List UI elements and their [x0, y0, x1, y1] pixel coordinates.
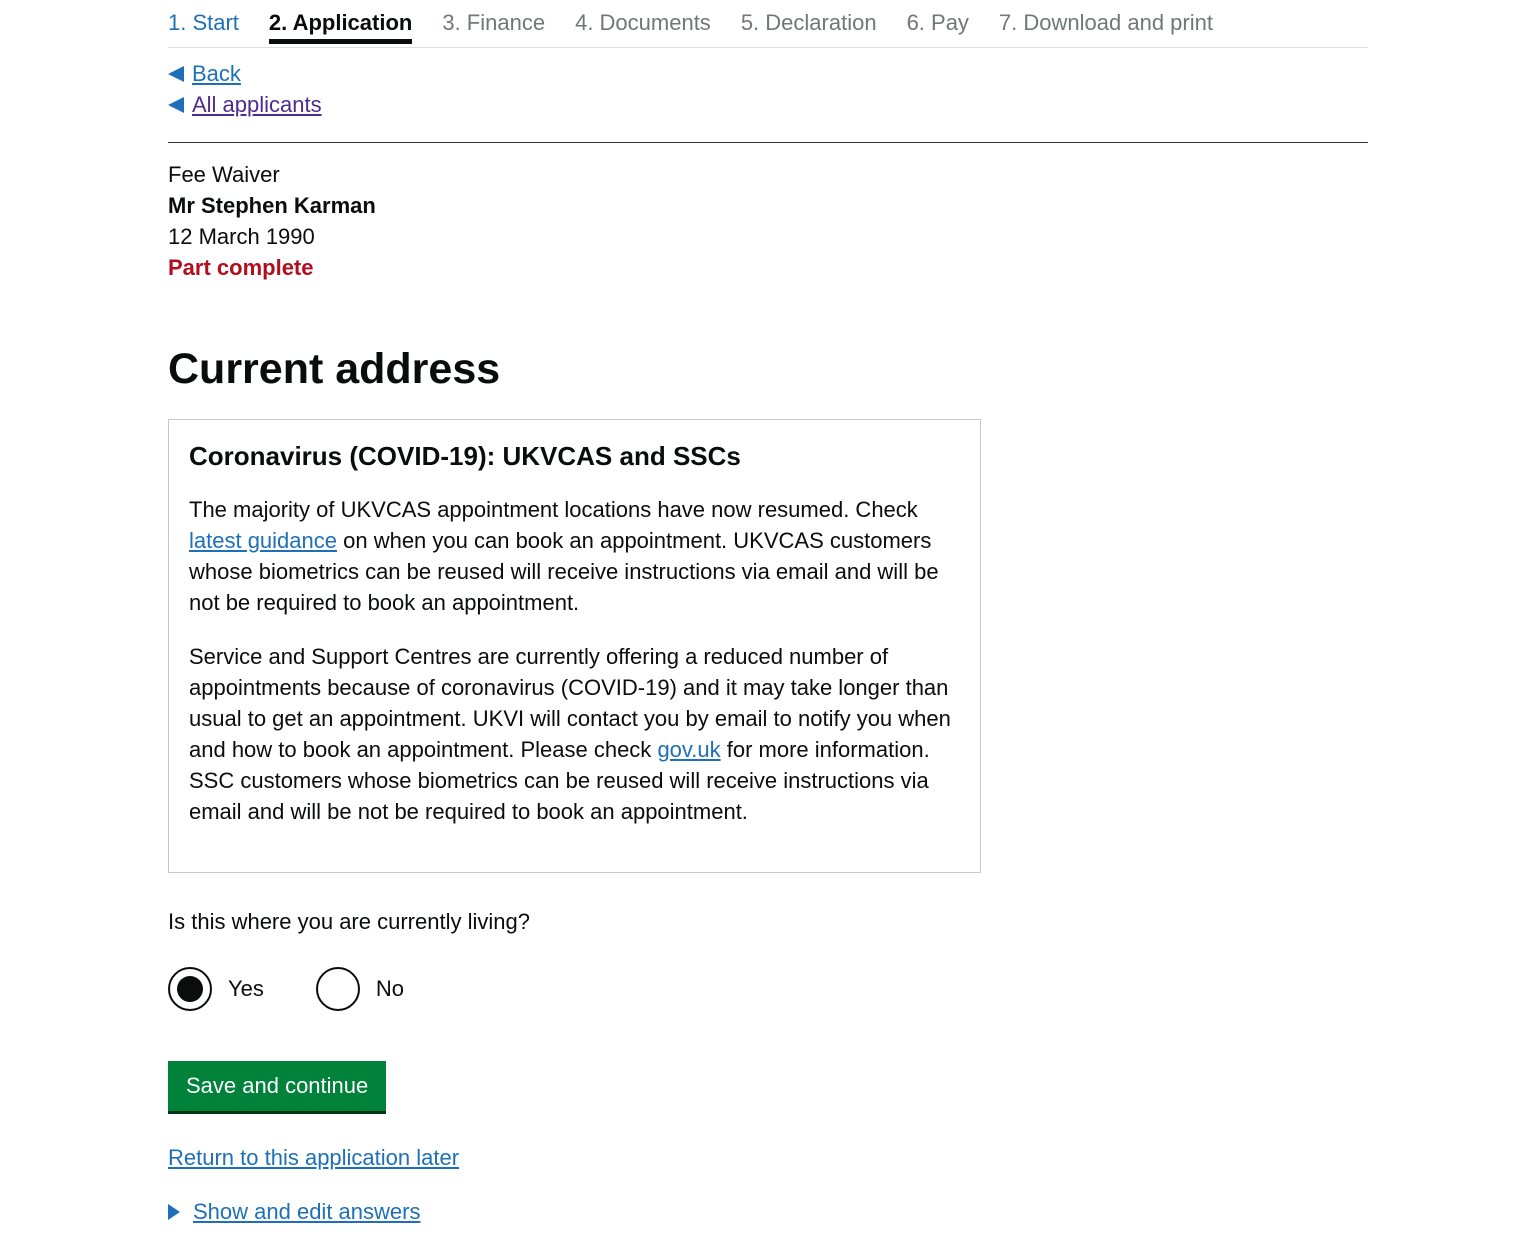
- notice-p1-text-after: on when you can book an appointment. UKVCAS customers whose biometrics can be reused will receive instructions via email and will be not be required to book an appointment.: [189, 528, 939, 615]
- step-documents: 4. Documents: [575, 10, 711, 35]
- step-download-print: 7. Download and print: [998, 10, 1213, 35]
- section-divider: [168, 142, 1368, 143]
- notice-p2-text-before: Service and Support Centres are currently offering a reduced number of appointments because of coronavirus (COVID-19) and it may take longer than usual to get an appointment. UKVI will contact you by email to notify you when and how to book an appointment. Please check: [189, 644, 951, 762]
- page-container: [168, 0, 1368, 1225]
- radio-no-circle[interactable]: [316, 967, 360, 1011]
- latest-guidance-link[interactable]: latest guidance: [189, 528, 337, 553]
- back-link[interactable]: Back: [192, 60, 241, 86]
- show-edit-answers-toggle[interactable]: [168, 1199, 1368, 1225]
- radio-no-label[interactable]: No: [375, 976, 405, 1001]
- page-title: Current address: [168, 345, 501, 393]
- govuk-link[interactable]: gov.uk: [657, 737, 721, 762]
- notice-heading: Coronavirus (COVID-19): UKVCAS and SSCs: [189, 441, 741, 471]
- return-later-link[interactable]: Return to this application later: [168, 1145, 460, 1170]
- return-later-row: [168, 1145, 1368, 1171]
- back-links: [168, 58, 1368, 120]
- step-pay: 6. Pay: [906, 10, 969, 35]
- step-start[interactable]: 1. Start: [168, 10, 239, 35]
- radio-yes-label[interactable]: Yes: [228, 976, 264, 1001]
- back-arrow-icon: [168, 66, 184, 82]
- status-badge: Part complete: [168, 255, 314, 280]
- notice-p2-text-after: for more information. SSC customers whose biometrics can be reused will receive instructions via email and will be not be required to book an appointment.: [189, 737, 930, 824]
- question-label: Is this where you are currently living?: [168, 909, 530, 934]
- notice-p1-text-before: The majority of UKVCAS appointment locations have now resumed. Check: [189, 497, 918, 522]
- caret-right-icon[interactable]: [168, 1204, 180, 1220]
- all-applicants-link-row: [168, 89, 1368, 120]
- all-applicants-link[interactable]: All applicants: [192, 91, 322, 117]
- notice-paragraph-1: [189, 494, 960, 618]
- application-type: Fee Waiver: [168, 162, 280, 187]
- step-finance: 3. Finance: [442, 10, 546, 35]
- living-radio-group: [168, 967, 1368, 1011]
- covid-notice-panel: [168, 419, 981, 873]
- step-navigation: [168, 0, 1368, 48]
- save-and-continue-button[interactable]: Save and continue: [168, 1061, 386, 1111]
- applicant-summary: [168, 159, 1368, 283]
- radio-yes[interactable]: [168, 967, 264, 1011]
- applicant-dob: 12 March 1990: [168, 224, 315, 249]
- back-link-row: [168, 58, 1368, 89]
- step-declaration: 5. Declaration: [740, 10, 877, 35]
- back-arrow-icon: [168, 97, 184, 113]
- applicant-name: Mr Stephen Karman: [168, 193, 376, 218]
- show-edit-answers-link[interactable]: Show and edit answers: [193, 1199, 421, 1224]
- radio-no[interactable]: [316, 967, 404, 1011]
- radio-selected-dot: [177, 976, 203, 1002]
- radio-yes-circle[interactable]: [168, 967, 212, 1011]
- step-application: 2. Application: [269, 0, 412, 47]
- notice-paragraph-2: [189, 641, 960, 827]
